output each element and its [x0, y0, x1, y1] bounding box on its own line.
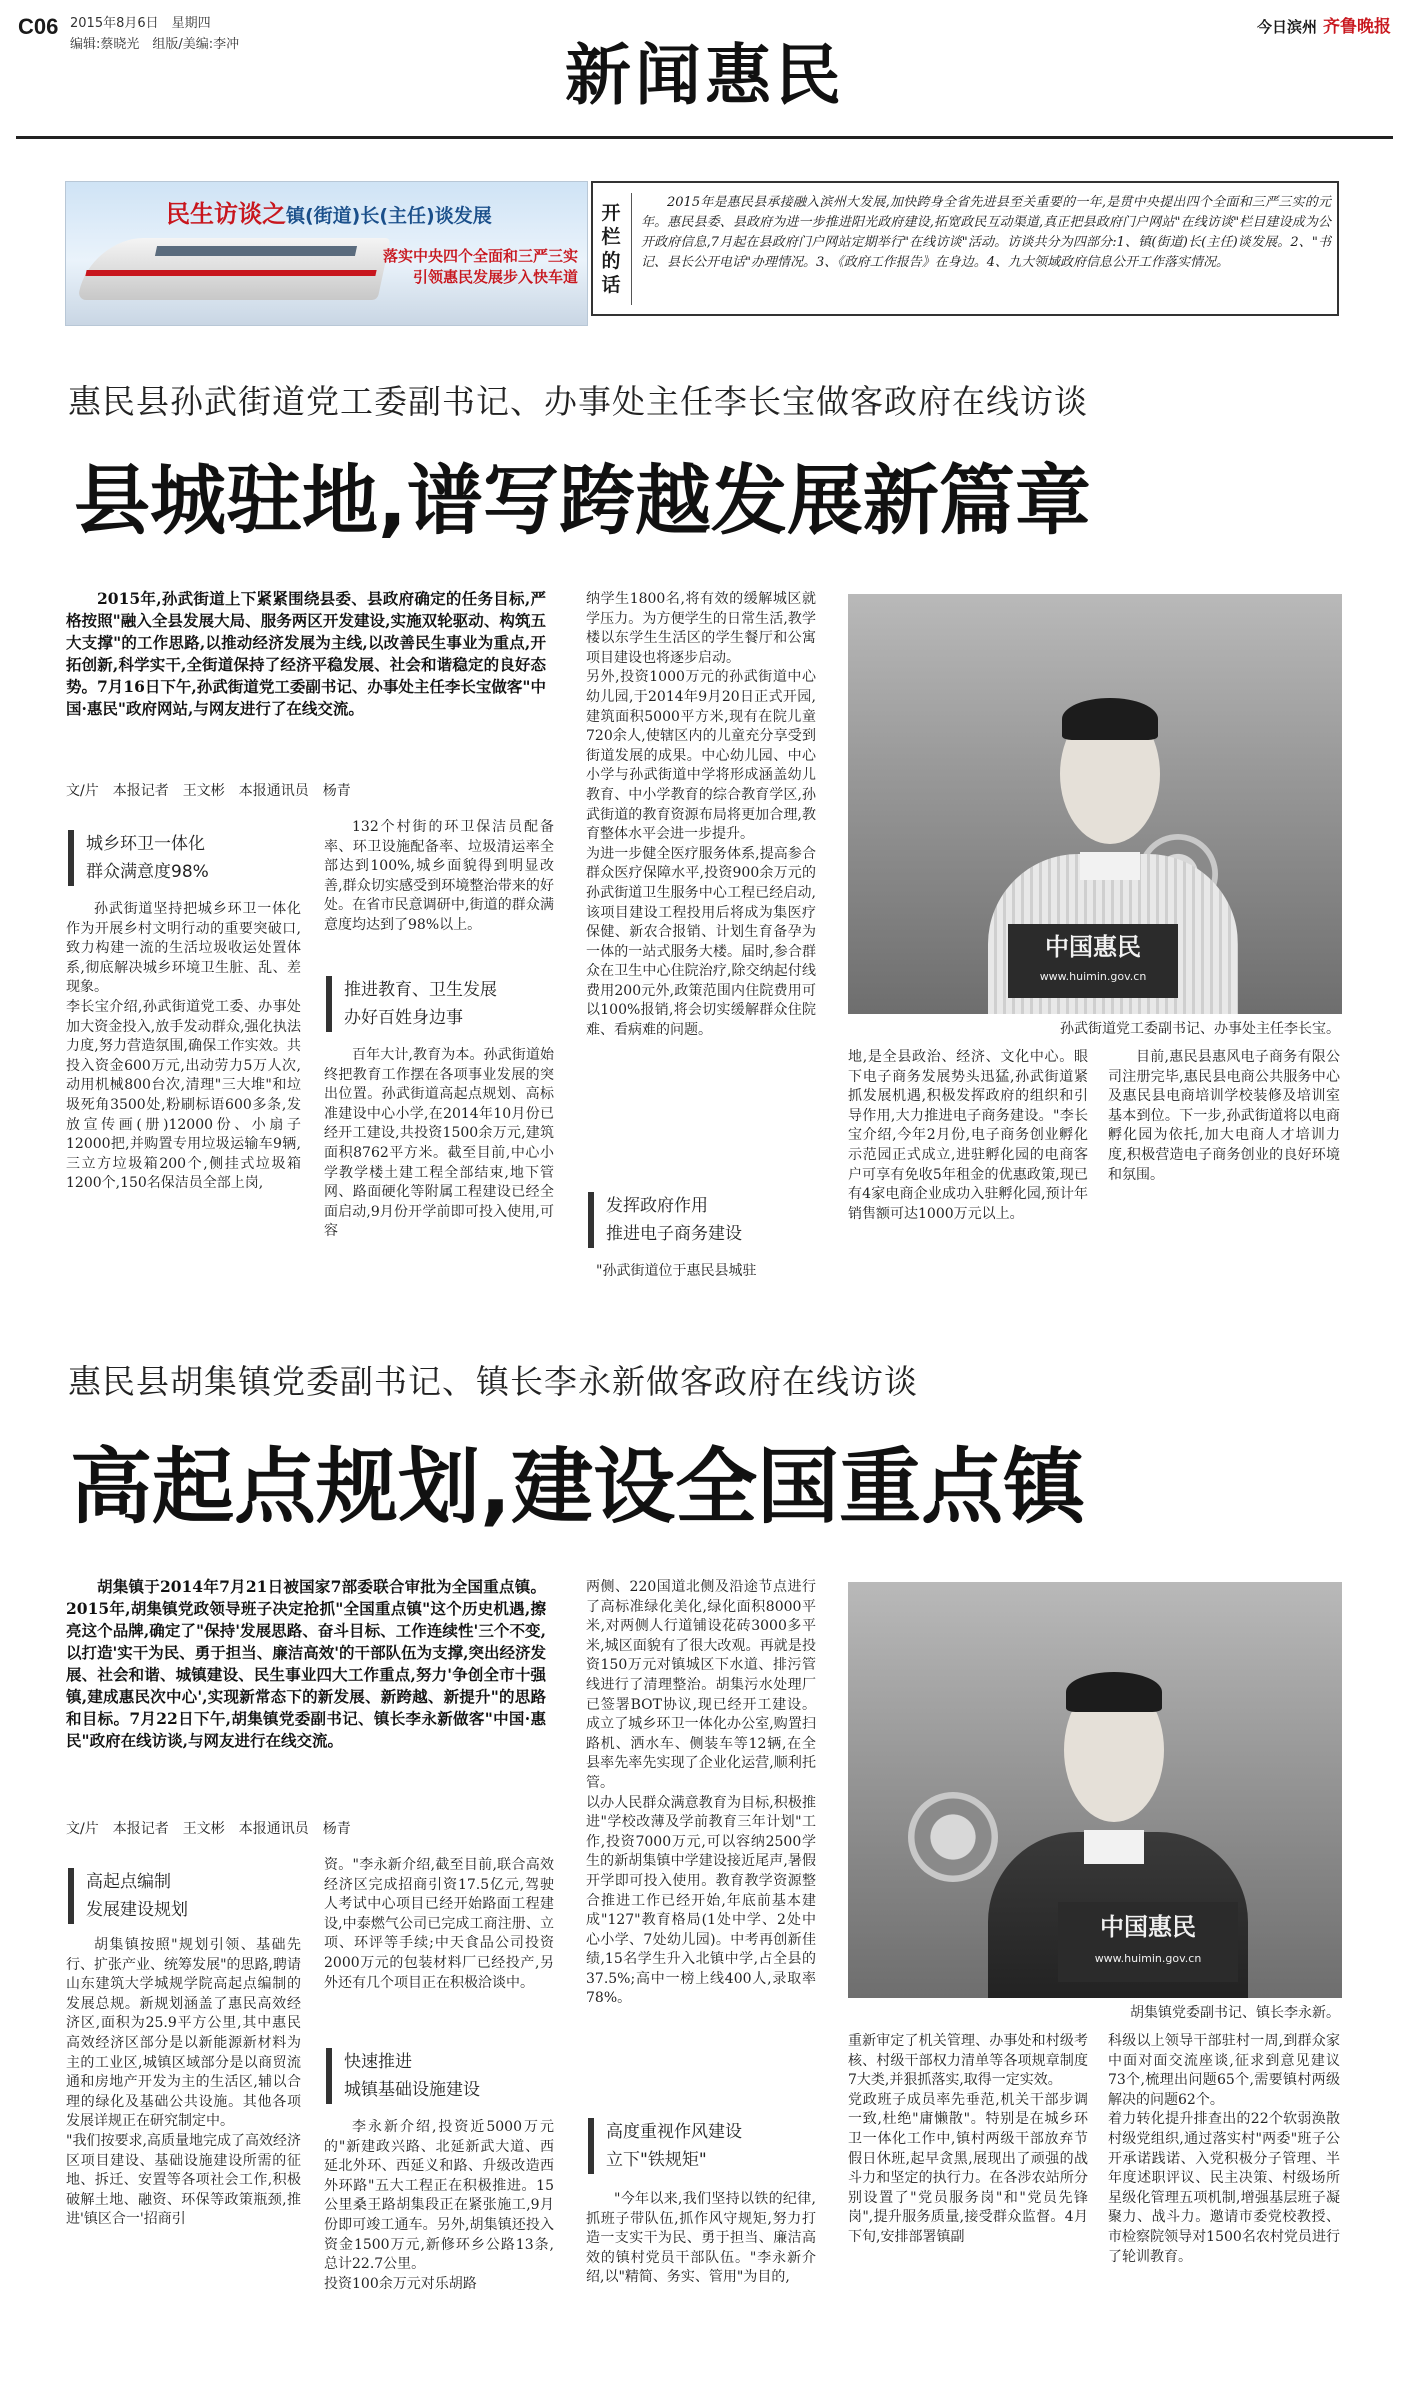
article2-subhead: 惠民县胡集镇党委副书记、镇长李永新做客政府在线访谈 [68, 1362, 918, 1401]
article1-subhead: 惠民县孙武街道党工委副书记、办事处主任李长宝做客政府在线访谈 [68, 382, 1088, 421]
article2-headline: 高起点规划,建设全国重点镇 [70, 1440, 1086, 1535]
masthead-right [1257, 12, 1391, 37]
nameplate-url: www.huimin.gov.cn [1039, 970, 1147, 983]
sec-line: 城乡环卫一体化 [86, 834, 205, 854]
article2-photo [848, 1582, 1342, 1998]
article2-col4: 重新审定了机关管理、办事处和村级考核、村级干部权力清单等各项规章制度7大类,并狠抓落实,取得一定实效。 党政班子成员率先垂范,机关干部步调一致,杜绝"庸懒散"。特别是在城乡环卫一体化工作中,镇村两级干部放弃节假日休班,起早贪黑,展现出了顽强的战斗力和坚定的执行力。在各涉农站所分别设置了"党员服务岗"和"党员先锋岗",提升服务质量,接受群众监督。4月下旬,安排部署镇副 [848, 2033, 1088, 2245]
editor-note-divider [631, 193, 632, 305]
article1-col2b: 百年大计,教育为本。孙武街道始终把教育工作摆在各项事业发展的突出位置。孙武街道高起点规划、高标准建设中心小学,在2014年10月份已经开工建设,共投资1500余万元,建筑面积8762平方米。截至目前,中心小学教学楼土建工程全部结束,地下管网、路面硬化等附属工程建设已经全面启动,9月份开学前即可投入使用,可容 [324, 1047, 554, 1240]
sec-line: 发展建设规划 [86, 1900, 188, 1920]
sec-line: 推进电子商务建设 [606, 1224, 742, 1244]
sec-line: 办好百姓身边事 [344, 1008, 463, 1028]
article2-col3a: 两侧、220国道北侧及沿途节点进行了高标准绿化美化,绿化面积8000平米,对两侧人行道铺设花砖3000多平米,城区面貌有了很大改观。再就是投资150万元对镇城区下水道、排污管线进行了清理整治。胡集污水处理厂已签署BOT协议,现已经开工建设。成立了城乡环卫一体化办公室,购置扫路机、洒水车、侧装车等12辆,在全县率先率先实现了企业化运营,顺利托管。 以办人民群众满意教育为目标,积极推进"学校改薄及学前教育三年计划"工作,投资7000万元,可以容纳2500学生的新胡集镇中学建设接近尾声,暑假开学即可投入使用。教育教学资源整合推进工作已经开始,年底前基本建成"127"教育格局(1处中学、2处中心小学、7处幼儿园)。中考再创新佳绩,15名学生升入北镇中学,占全县的37.5%;高中一榜上线400人,录取率78%。 [586, 1579, 816, 2007]
article1-col1: 孙武街道坚持把城乡环卫一体化作为开展乡村文明行动的重要突破口,致力构建一流的生活垃圾收运处置体系,彻底解决城乡环境卫生脏、乱、差现象。 李长宝介绍,孙武街道党工委、办事处加大资金投入,放手发动群众,强化执法力度,努力营造氛围,确保工作实效。共投入资金600万元,出动劳力5万人次,动用机械800台次,清理"三大堆"和垃圾死角3500处,粉刷标语600多条,发放宣传画(册)12000份、小扇子12000把,并购置专用垃圾运输车9辆,三立方垃圾箱200个,侧挂式垃圾箱1200个,150名保洁员全部上岗, [66, 901, 301, 1192]
sec-line: 高起点编制 [86, 1872, 171, 1892]
train-stripe [85, 270, 376, 276]
header-rule [16, 136, 1393, 139]
article1-col5: 目前,惠民县惠风电子商务有限公司注册完毕,惠民县电商公共服务中心及惠民县电商培训学校装修及培训室基本到位。下一步,孙武街道将以电商孵化园为依托,加大电商人才培训力度,积极营造电子商务创业的良好环境和氛围。 [1108, 1049, 1340, 1183]
banner-slogan [346, 246, 578, 288]
editor-note-box [591, 181, 1339, 316]
article2-byline: 文/片 本报记者 王文彬 本报通讯员 杨青 [66, 1821, 351, 1837]
article1-lead: 2015年,孙武街道上下紧紧围绕县委、县政府确定的任务目标,严格按照"融入全县发展大局、服务两区开发建设,实施双轮驱动、构筑五大支撑"的工作思路,以推动经济发展为主线,以改善民生事业为重点,开拓创新,科学实干,全街道保持了经济平稳发展、社会和谐稳定的良好态势。7月16日下午,孙武街道党工委副书记、办事处主任李长宝做客"中国·惠民"政府网站,与网友进行了在线交流。 [66, 589, 546, 718]
sec-line: 立下"铁规矩" [606, 2150, 707, 2170]
article2-col2a: 资。"李永新介绍,截至目前,联合高效经济区完成招商引资17.5亿元,驾驶人考试中心项目已经开始路面工程建设,中泰燃气公司已完成工商注册、立项、环评等手续;中天食品公司投资2000万元的包装材料厂已经投产,另外还有几个项目正在积极洽谈中。 [324, 1857, 554, 1991]
article2-col5: 科级以上领导干部驻村一周,到群众家中面对面交流座谈,征求到意见建议73个,梳理出问题65个,需要镇村两级解决的问题62个。 着力转化提升排查出的22个软弱涣散村级党组织,通过落实村"两委"班子公开承诺践诺、入党积极分子管理、半年度述职评议、民主决策、村级场所星级化管理五项机制,增强基层班子凝聚力、战斗力。邀请市委党校教授、市检察院领导对1500名农村党员进行了轮训教育。 [1108, 2033, 1340, 2265]
article1-photo [848, 594, 1342, 1014]
banner-slogan-2: 引领惠民发展步入快车道 [412, 268, 578, 286]
page-number: C06 [18, 14, 59, 39]
brand-logo: 齐鲁晚报 [1323, 17, 1391, 37]
article1-headline: 县城驻地,谱写跨越发展新篇章 [74, 456, 1091, 545]
emblem-icon [908, 1792, 998, 1882]
editor-line: 编辑:蔡晓光 组版/美编:李冲 [70, 37, 240, 52]
article1-photo-caption: 孙武街道党工委副书记、办事处主任李长宝。 [1060, 1021, 1340, 1037]
article2-col2b: 李永新介绍,投资近5000万元的"新建政兴路、北延新武大道、西延北外环、西延义和路、升级改造西外环路"五大工程正在积极推进。15公里桑王路胡集段正在紧张施工,9月份即可竣工通车。另外,胡集镇还投入资金1500万元,新修环乡公路13条,总计22.7公里。 投资100余万元对乐胡路 [324, 2119, 554, 2292]
banner-slogan-1: 落实中央四个全面和三严三实 [382, 247, 578, 265]
date-line: 2015年8月6日 星期四 [70, 16, 211, 31]
nameplate-text: 中国惠民 [1045, 933, 1141, 961]
person-hair [1066, 1672, 1162, 1712]
article2-photo-caption: 胡集镇党委副书记、镇长李永新。 [1130, 2005, 1340, 2021]
article1-section-heading-2 [326, 976, 497, 1032]
person-hair [1062, 698, 1158, 740]
nameplate-url: www.huimin.gov.cn [1094, 1952, 1202, 1965]
nameplate [1008, 924, 1178, 998]
issue-meta [70, 13, 239, 55]
article2-section-heading-1 [68, 1868, 188, 1924]
sec-line: 群众满意度98% [86, 862, 209, 882]
nameplate-text: 中国惠民 [1100, 1913, 1196, 1941]
sec-line: 发挥政府作用 [606, 1196, 708, 1216]
article2-section-heading-3 [588, 2118, 742, 2174]
article2-lead: 胡集镇于2014年7月21日被国家7部委联合审批为全国重点镇。2015年,胡集镇党政领导班子决定抢抓"全国重点镇"这个历史机遇,擦亮这个品牌,确定了"保持'发展思路、奋斗目标、工作连续性'三个不变,以打造'实干为民、勇于担当、廉洁高效'的干部队伍为支撑,突出经济发展、社会和谐、城镇建设、民生事业四大工作重点,努力'争创全市十强镇,建成惠民次中心',实现新常态下的新发展、新跨越、新提升"的思路和目标。7月22日下午,胡集镇党委副书记、镇长李永新做客"中国·惠民"政府在线访谈,与网友进行在线交流。 [66, 1577, 546, 1750]
article2-col1: 胡集镇按照"规划引领、基础先行、扩张产业、统筹发展"的思路,聘请山东建筑大学城规学院高起点编制的发展总规。新规划涵盖了惠民高效经济区,面积为25.9平方公里,其中惠民高效经济区部分是以新能源新材料为主的工业区,城镇区域部分是以商贸流通和房地产开发为主的生活区,辅以合理的绿化及基础公共设施。其他各项发展详规正在研究制定中。 "我们按要求,高质量地完成了高效经济区项目建设、基础设施建设所需的征地、拆迁、安置等各项社会工作,积极破解土地、融资、环保等政策瓶颈,推进'镇区合一'招商引 [66, 1937, 301, 2228]
article1-col4: 地,是全县政治、经济、文化中心。眼下电子商务发展势头迅猛,孙武街道紧抓发展机遇,积极发挥政府的组织和引导作用,大力推进电子商务建设。"李长宝介绍,今年2月份,电子商务创业孵化示范园正式成立,进驻孵化园的电商客户可享有免收5年租金的优惠政策,现已有4家电商企业成功入驻孵化园,预计年销售额可达1000万元以上。 [848, 1049, 1088, 1222]
article2-col3b: "今年以来,我们坚持以铁的纪律,抓班子带队伍,抓作风守规矩,努力打造一支实干为民、勇于担当、廉洁高效的镇村党员干部队伍。"李永新介绍,以"精简、务实、管用"为目的, [586, 2191, 816, 2286]
section-title: 新闻惠民 [565, 36, 845, 114]
article1-section-heading-3 [588, 1192, 742, 1248]
article1-col3b: "孙武街道位于惠民县城驻 [596, 1263, 757, 1279]
article1-col3a: 纳学生1800名,将有效的缓解城区就学压力。为方便学生的日常生活,教学楼以东学生生活区的学生餐厅和公寓项目建设也将逐步启动。 另外,投资1000万元的孙武街道中心幼儿园,于2014年9月20日正式开园,建筑面积5000平方米,现有在院儿童720余人,使辖区内的儿童充分享受到街道发展的成果。中心幼儿园、中心小学与孙武街道中学将形成涵盖幼儿教育、中小学教育的综合教育学区,孙武街道的教育资源布局将更加合理,教育整体水平会进一步提升。 为进一步健全医疗服务体系,提高参合群众医疗保障水平,投资900余万元的孙武街道卫生服务中心工程已经启动,该项目建设工程投用后将成为集医疗保健、新农合报销、计划生育备孕为一体的一站式服务大楼。届时,参合群众在卫生中心住院治疗,除交纳起付线费用200元外,政策范围内住院费用可以100%报销,将会切实缓解群众住院难、看病难的问题。 [586, 591, 816, 1039]
editor-note-text: 2015年是惠民县承接融入滨州大发展,加快跨身全省先进县至关重要的一年,是贯中央提出四个全面和三严三实的元年。惠民县委、县政府为进一步推进阳光政府建设,拓宽政民互动渠道,真正把县政府门户网站"在线访谈"栏目建设成为公开政府信息,7月起在县政府门户网站定期举行"在线访谈"活动。访谈共分为四部分:1、镇(街道)长(主任)谈发展。2、"书记、县长公开电话"办理情况。3、《政府工作报告》在身边。4、九大领域政府信息公开工作落实情况。 [641, 195, 1331, 270]
article1-section-heading-1 [68, 830, 209, 886]
sec-line: 推进教育、卫生发展 [344, 980, 497, 1000]
train-windows [155, 246, 357, 256]
banner-title-suffix: 镇(街道)长(主任)谈发展 [286, 205, 492, 227]
banner-title: 民生访谈之镇(街道)长(主任)谈发展 [166, 200, 492, 228]
article1-byline: 文/片 本报记者 王文彬 本报通讯员 杨青 [66, 783, 351, 799]
sec-line: 城镇基础设施建设 [344, 2080, 480, 2100]
collar [1084, 1830, 1144, 1864]
sec-line: 快速推进 [344, 2052, 412, 2072]
column-banner [65, 181, 588, 326]
collar [1080, 852, 1140, 880]
article2-section-heading-2 [326, 2048, 480, 2104]
right-label: 今日滨州 [1256, 18, 1317, 36]
nameplate [1058, 1902, 1238, 1982]
sec-line: 高度重视作风建设 [606, 2122, 742, 2142]
article1-col2a: 132个村街的环卫保洁员配备率、环卫设施配备率、垃圾清运率全部达到100%,城乡面貌得到明显改善,群众切实感受到环境整治带来的好处。在省市民意调研中,街道的群众满意度均达到了98%以上。 [324, 819, 554, 933]
editor-note-label: 开栏的话 [601, 202, 621, 296]
